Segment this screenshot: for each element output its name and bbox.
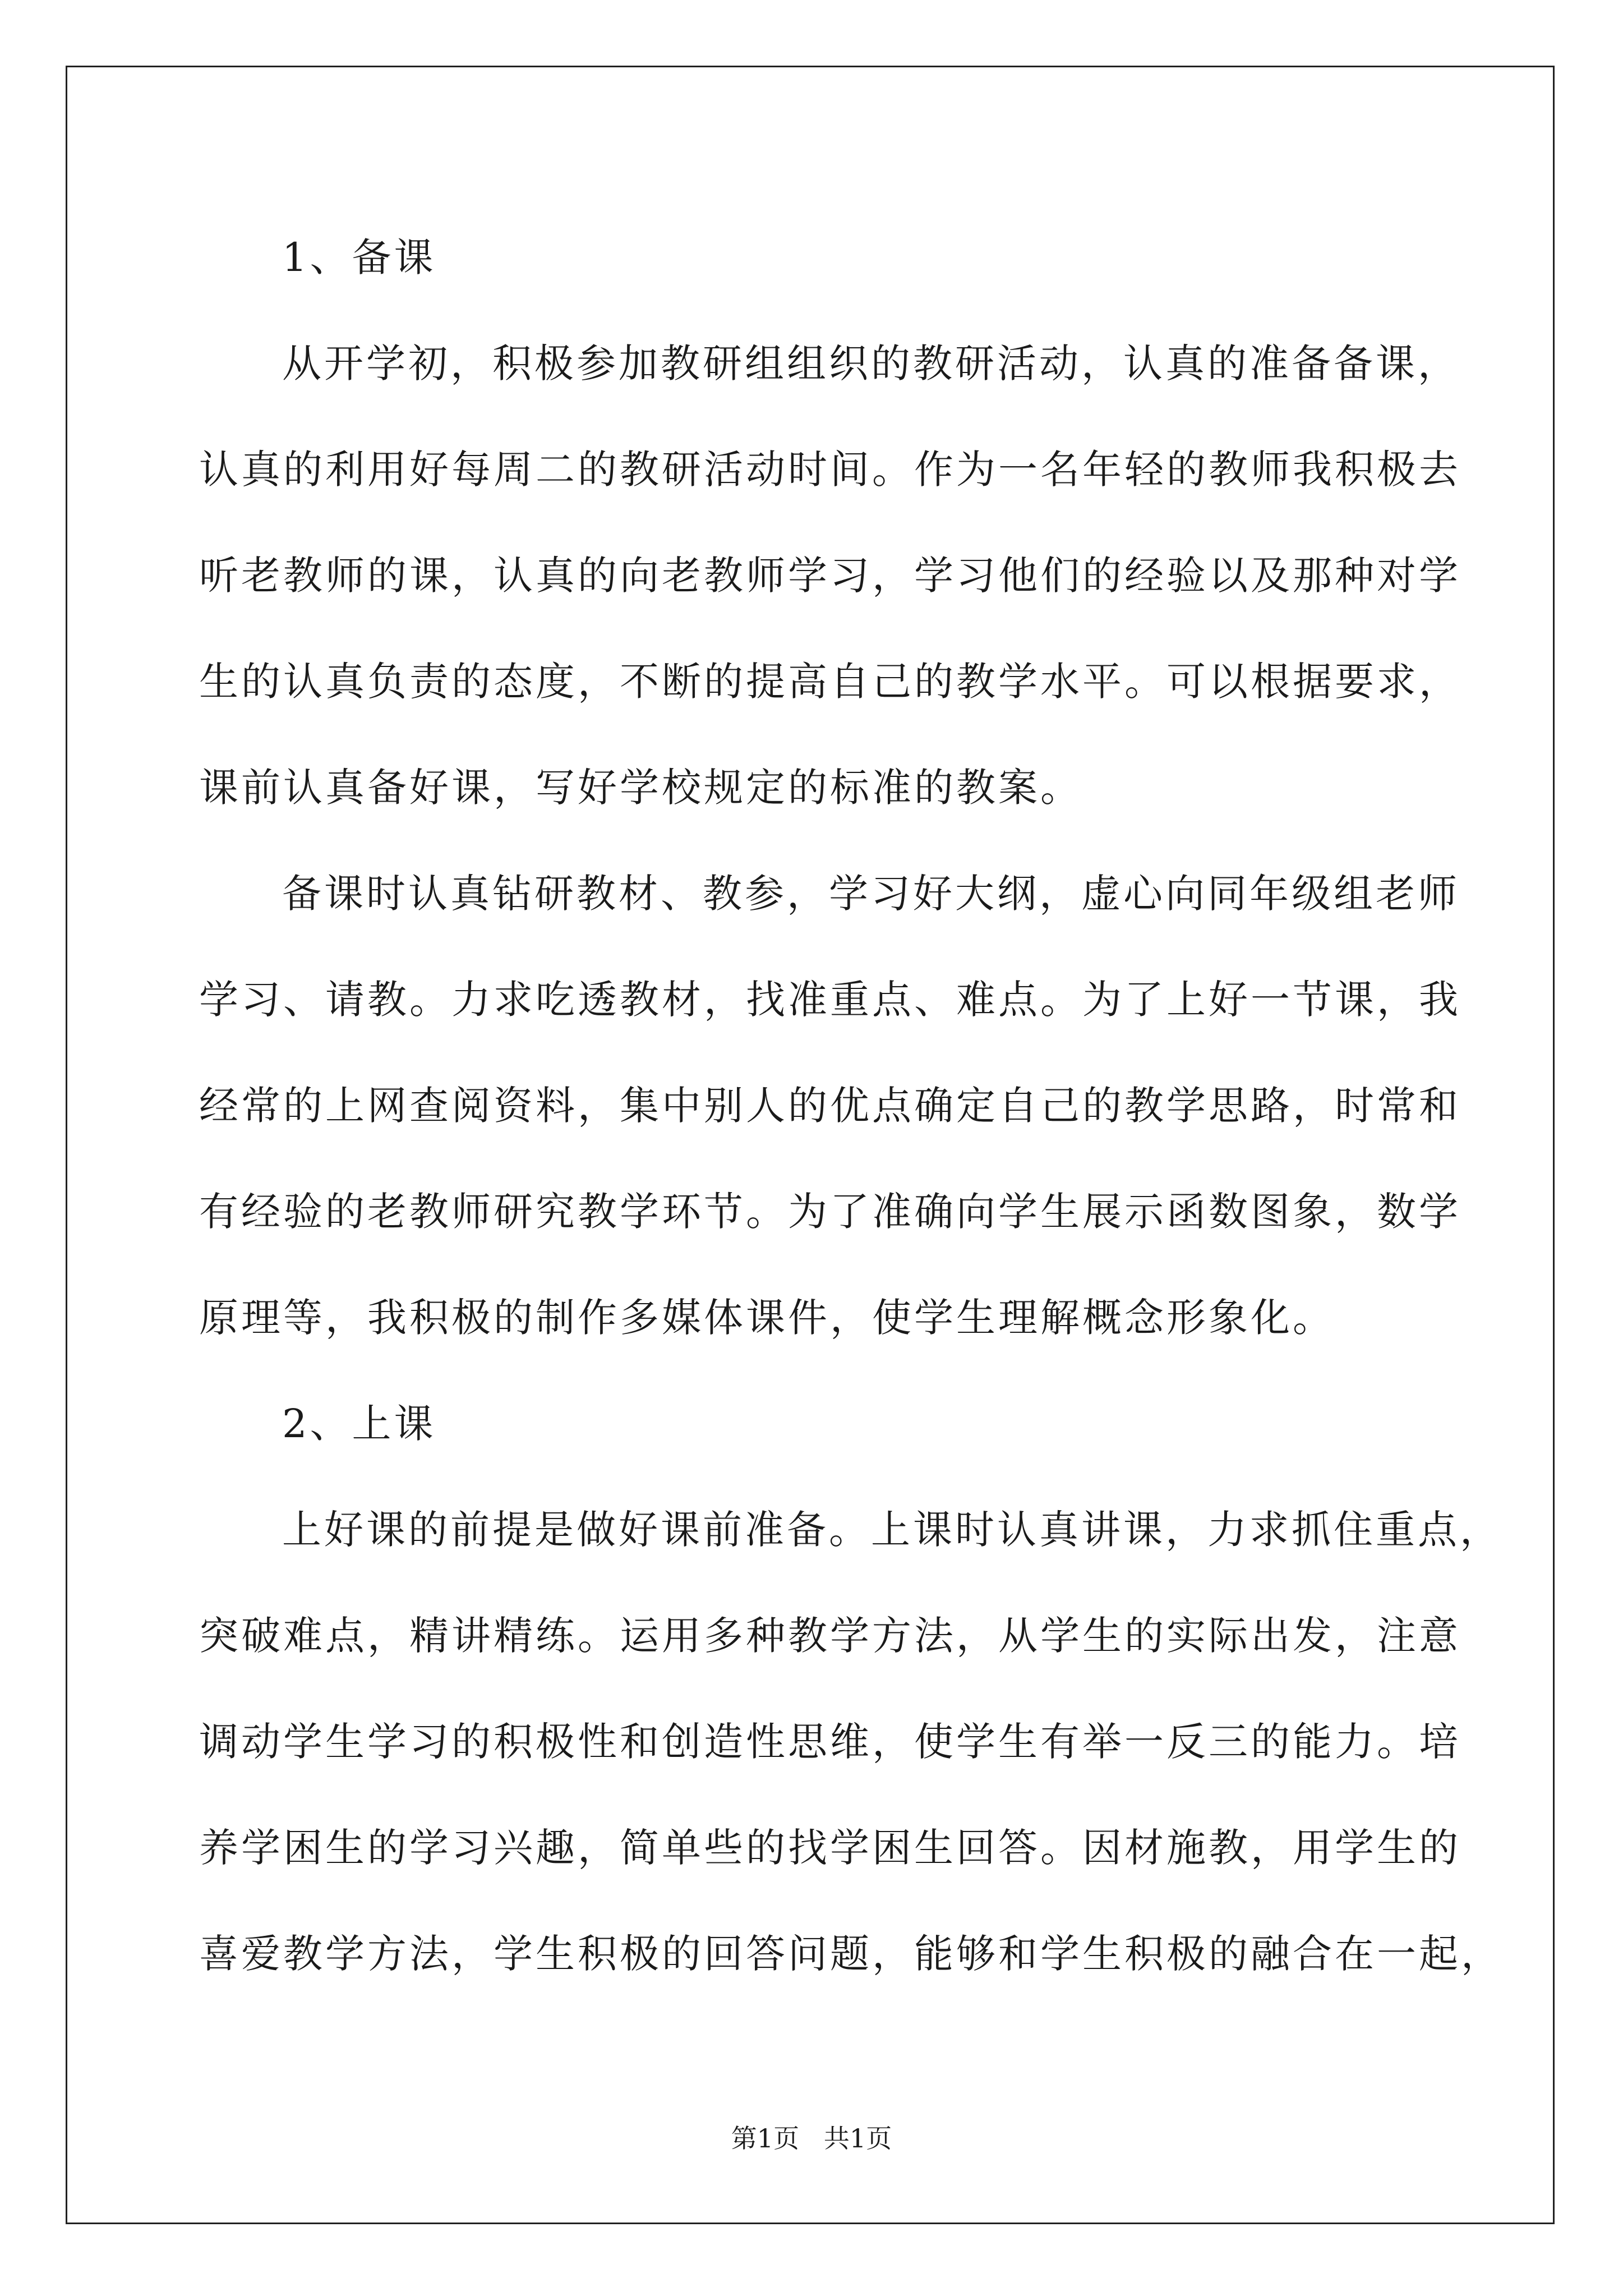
paragraph-line: 突破难点，精讲精练。运用多种教学方法，从学生的实际出发，注意	[199, 1613, 1461, 1659]
paragraph-line: 学习、请教。力求吃透教材，找准重点、难点。为了上好一节课，我	[199, 977, 1461, 1023]
paragraph-line: 课前认真备好课，写好学校规定的标准的教案。	[199, 765, 1082, 811]
paragraph-line: 备课时认真钻研教材、教参，学习好大纲，虚心向同年级组老师	[282, 871, 1460, 917]
paragraph-line: 生的认真负责的态度，不断的提高自己的教学水平。可以根据要求，	[199, 659, 1461, 705]
page-footer: 第1页 共1页	[731, 2123, 892, 2154]
paragraph-line: 养学困生的学习兴趣，简单些的找学困生回答。因材施教，用学生的	[199, 1825, 1461, 1871]
paragraph-line: 上好课的前提是做好课前准备。上课时认真讲课，力求抓住重点，	[282, 1507, 1502, 1553]
section-heading: 1、备课	[282, 234, 436, 280]
paragraph-line: 调动学生学习的积极性和创造性思维，使学生有举一反三的能力。培	[199, 1719, 1461, 1765]
paragraph-line: 认真的利用好每周二的教研活动时间。作为一名年轻的教师我积极去	[199, 447, 1461, 493]
paragraph-line: 从开学初，积极参加教研组组织的教研活动，认真的准备备课，	[282, 341, 1460, 386]
paragraph-line: 原理等，我积极的制作多媒体课件，使学生理解概念形象化。	[199, 1295, 1335, 1341]
section-heading: 2、上课	[282, 1401, 436, 1447]
paragraph-line: 喜爱教学方法，学生积极的回答问题，能够和学生积极的融合在一起，	[199, 1931, 1503, 1977]
document-body	[199, 205, 1503, 2007]
paragraph-line: 有经验的老教师研究教学环节。为了准确向学生展示函数图象，数学	[199, 1189, 1461, 1235]
paragraph-line: 经常的上网查阅资料，集中别人的优点确定自己的教学思路，时常和	[199, 1083, 1461, 1129]
paragraph-line: 听老教师的课，认真的向老教师学习，学习他们的经验以及那种对学	[199, 553, 1461, 599]
